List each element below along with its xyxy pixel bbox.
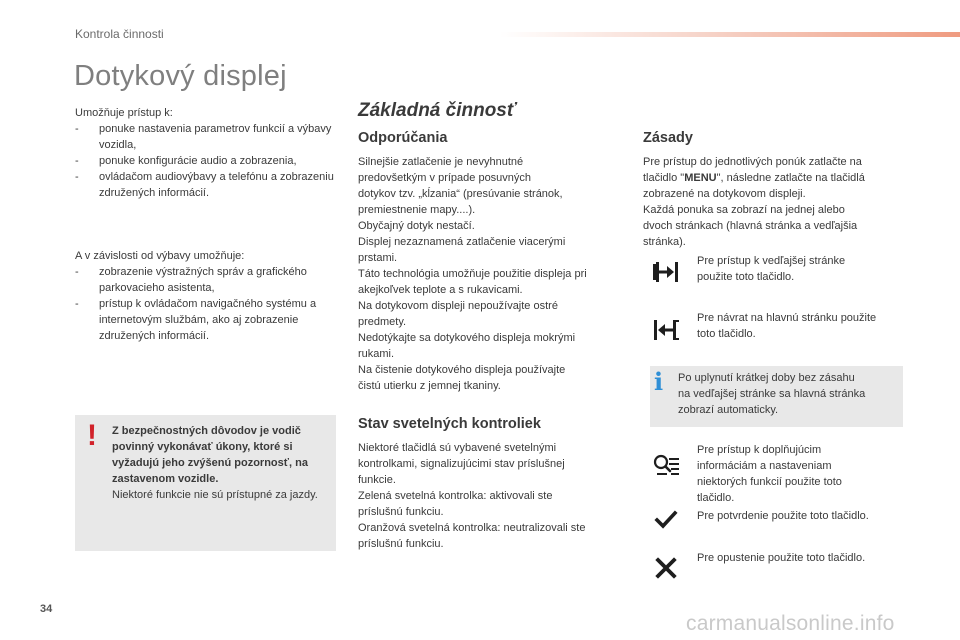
- lights-text: [358, 440, 628, 552]
- secondary-page-description: [697, 253, 907, 285]
- text-line: Niektoré tlačidlá sú vybavené svetelnými: [358, 442, 557, 454]
- text-line: príslušnú funkciu.: [358, 538, 444, 550]
- text-line: Obyčajný dotyk nestačí.: [358, 220, 475, 232]
- text-line: Na čistenie dotykového displeja používajte: [358, 364, 566, 376]
- text-line: Po uplynutí krátkej doby bez zásahu: [678, 372, 855, 384]
- text-line: kontrolkami, signalizujúcimi stav príslušnej: [358, 458, 565, 470]
- principles-title: Zásady: [643, 130, 693, 146]
- equipment-intro-text: A v závislosti od výbavy umožňuje:: [75, 250, 245, 262]
- text-line: Zelená svetelná kontrolka: aktivovali ste: [358, 490, 553, 502]
- text-line: Displej nezaznamená zatlačenie viacerými: [358, 236, 566, 248]
- text-line: príslušnú funkciu.: [358, 506, 444, 518]
- recommendations-text: [358, 154, 628, 394]
- secondary-page-icon: [652, 258, 680, 286]
- text-line: [643, 170, 905, 186]
- info-icon: i: [654, 367, 664, 396]
- list-item: - ovládačom audiovýbavy a telefónu a zobrazeniu združených informácií.: [75, 169, 337, 201]
- main-page-icon: [652, 316, 680, 344]
- text-line: informáciám a nastaveniam: [697, 460, 832, 472]
- exit-description: [697, 550, 907, 566]
- text-line: toto tlačidlo.: [697, 328, 756, 340]
- text-line: na vedľajšej stránke sa hlavná stránka: [678, 388, 866, 400]
- header-accent-bar: [500, 32, 960, 37]
- text-line: Na dotykovom displeji nepoužívajte ostré: [358, 300, 558, 312]
- equipment-list: [75, 264, 337, 344]
- text-line: Oranžová svetelná kontrolka: neutralizovali ste: [358, 522, 586, 534]
- section-label: Kontrola činnosti: [75, 27, 164, 41]
- text-line: Táto technológia umožňuje použitie displeja pri: [358, 268, 587, 280]
- list-item: - prístup k ovládačom navigačného systému a internetovým službám, ako aj zobrazenie združených informácií.: [75, 296, 337, 344]
- text-line: Nedotýkajte sa dotykového displeja mokrými: [358, 332, 576, 344]
- text-line: niektorých funkcií použite toto: [697, 476, 842, 488]
- text-fragment: ", následne zatlačte na tlačidlá: [716, 172, 865, 184]
- text-line: čistú utierku z jemnej tkaniny.: [358, 380, 501, 392]
- text-line: prstami.: [358, 252, 398, 264]
- list-item: - ponuke konfigurácie audio a zobrazenia,: [75, 153, 337, 169]
- text-line: použite toto tlačidlo.: [697, 271, 795, 283]
- text-line: Pre prístup k vedľajšej stránke: [697, 255, 846, 267]
- page-number: 34: [40, 603, 53, 615]
- main-page-description: [697, 310, 907, 342]
- exclamation-icon: !: [87, 419, 97, 452]
- text-line: Pre opustenie použite toto tlačidlo.: [697, 552, 866, 564]
- confirm-description: [697, 508, 907, 524]
- text-line: dotykov tzv. „kĺzania“ (presúvanie stránok,: [358, 188, 563, 200]
- text-line: predovšetkým v prípade posuvných: [358, 172, 532, 184]
- warning-text: [112, 423, 330, 503]
- intro-text: Umožňuje prístup k:: [75, 107, 173, 119]
- text-line: tlačidlo.: [697, 492, 735, 504]
- text-line: Silnejšie zatlačenie je nevyhnutné: [358, 156, 524, 168]
- text-line: premiestnenie mapy....).: [358, 204, 476, 216]
- text-line: akejkoľvek teplote a s rukavicami.: [358, 284, 523, 296]
- warning-bold-text: Z bezpečnostných dôvodov je vodič povinný vykonávať úkony, ktoré si vyžadujú jeho zvýšenú pozornosť, na zastavenom vozidle.: [112, 425, 308, 485]
- text-line: Pre prístup k doplňujúcim: [697, 444, 822, 456]
- principles-text: [643, 154, 905, 250]
- text-line: Pre potvrdenie použite toto tlačidlo.: [697, 510, 869, 522]
- warning-plain-text: Niektoré funkcie nie sú prístupné za jazdy.: [112, 489, 318, 501]
- info-text: [678, 370, 896, 418]
- text-line: zobrazené na dotykovom displeji.: [643, 188, 806, 200]
- page-title: Dotykový displej: [74, 60, 287, 92]
- text-line: Každá ponuka sa zobrazí na jednej alebo: [643, 204, 845, 216]
- text-fragment: tlačidlo ": [643, 172, 685, 184]
- text-line: rukami.: [358, 348, 395, 360]
- settings-menu-icon: [652, 452, 680, 480]
- intro-block: [75, 105, 337, 201]
- list-item: - ponuke nastavenia parametrov funkcií a výbavy vozidla,: [75, 121, 337, 153]
- text-line: predmety.: [358, 316, 407, 328]
- watermark: carmanualsonline.info: [686, 612, 895, 635]
- text-line: Pre návrat na hlavnú stránku použite: [697, 312, 877, 324]
- checkmark-icon: [652, 506, 680, 534]
- recommendations-title: Odporúčania: [358, 130, 448, 146]
- text-line: zobrazí automaticky.: [678, 404, 779, 416]
- text-line: Pre prístup do jednotlivých ponúk zatlačte na: [643, 156, 862, 168]
- text-line: funkcie.: [358, 474, 396, 486]
- text-line: stránka).: [643, 236, 686, 248]
- section-title: Základná činnosť: [358, 100, 516, 121]
- settings-menu-description: [697, 442, 907, 506]
- menu-keyword: MENU: [684, 172, 717, 184]
- intro-list: [75, 121, 337, 201]
- close-icon: [652, 554, 680, 582]
- list-item: - zobrazenie výstražných správ a grafického parkovacieho asistenta,: [75, 264, 337, 296]
- lights-title: Stav svetelných kontroliek: [358, 416, 541, 432]
- text-line: dvoch stránkach (hlavná stránka a vedľajšia: [643, 220, 858, 232]
- equipment-block: [75, 248, 337, 344]
